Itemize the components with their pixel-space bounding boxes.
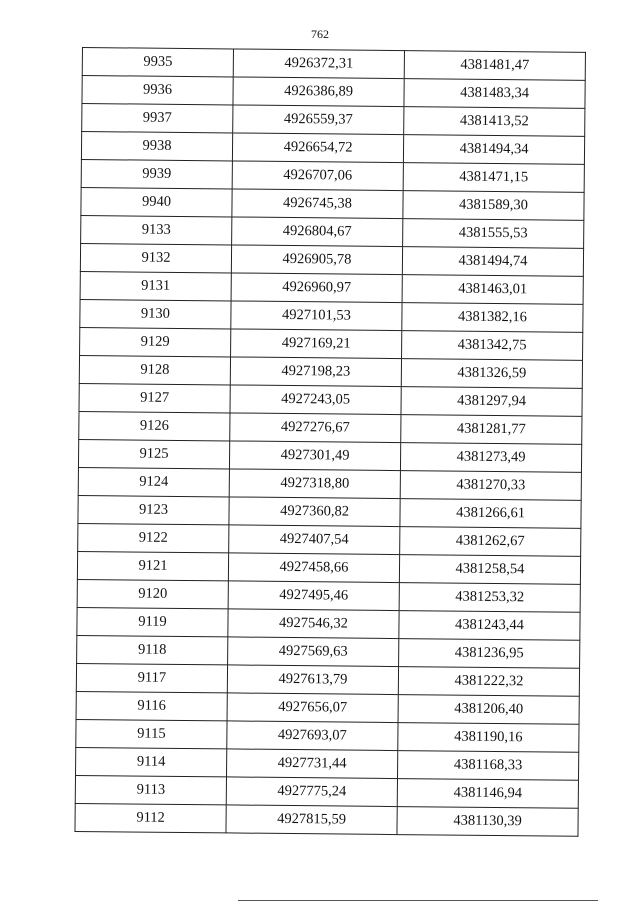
y-coordinate-cell: 4381236,95 (399, 639, 580, 669)
x-coordinate-cell: 4927613,79 (227, 665, 398, 695)
x-coordinate-cell: 4927101,53 (231, 301, 402, 331)
x-coordinate-cell: 4926804,67 (232, 217, 403, 247)
x-coordinate-cell: 4927360,82 (229, 497, 400, 527)
point-number-cell: 9936 (82, 76, 233, 105)
point-number-cell: 9113 (75, 775, 226, 804)
point-number-cell: 9123 (78, 495, 229, 524)
x-coordinate-cell: 4927815,59 (226, 805, 397, 835)
y-coordinate-cell: 4381130,39 (397, 807, 578, 837)
point-number-cell: 9131 (80, 271, 231, 300)
y-coordinate-cell: 4381243,44 (399, 611, 580, 641)
x-coordinate-cell: 4927569,63 (228, 637, 399, 667)
x-coordinate-cell: 4927656,07 (227, 693, 398, 723)
point-number-cell: 9120 (77, 579, 228, 608)
y-coordinate-cell: 4381281,77 (401, 415, 582, 445)
x-coordinate-cell: 4926707,06 (232, 161, 403, 191)
point-number-cell: 9114 (76, 747, 227, 776)
y-coordinate-cell: 4381222,32 (398, 667, 579, 697)
y-coordinate-cell: 4381589,30 (403, 191, 584, 221)
point-number-cell: 9128 (79, 355, 230, 384)
point-number-cell: 9935 (82, 48, 233, 77)
x-coordinate-cell: 4927775,24 (226, 777, 397, 807)
x-coordinate-cell: 4926372,31 (233, 49, 404, 79)
y-coordinate-cell: 4381342,75 (402, 331, 583, 361)
y-coordinate-cell: 4381326,59 (401, 359, 582, 389)
point-number-cell: 9122 (78, 523, 229, 552)
y-coordinate-cell: 4381266,61 (400, 499, 581, 529)
y-coordinate-cell: 4381382,16 (402, 303, 583, 333)
x-coordinate-cell: 4926386,89 (233, 77, 404, 107)
y-coordinate-cell: 4381146,94 (397, 779, 578, 809)
x-coordinate-cell: 4927301,49 (229, 441, 400, 471)
bottom-rule (238, 900, 598, 901)
x-coordinate-cell: 4927546,32 (228, 609, 399, 639)
point-number-cell: 9117 (76, 663, 227, 692)
y-coordinate-cell: 4381253,32 (399, 583, 580, 613)
point-number-cell: 9937 (82, 104, 233, 133)
y-coordinate-cell: 4381494,74 (402, 247, 583, 277)
x-coordinate-cell: 4927693,07 (227, 721, 398, 751)
point-number-cell: 9119 (77, 607, 228, 636)
y-coordinate-cell: 4381481,47 (404, 51, 585, 81)
table-row (75, 803, 578, 836)
x-coordinate-cell: 4927407,54 (229, 525, 400, 555)
x-coordinate-cell: 4927198,23 (230, 357, 401, 387)
x-coordinate-cell: 4927318,80 (229, 469, 400, 499)
y-coordinate-cell: 4381190,16 (398, 723, 579, 753)
point-number-cell: 9125 (78, 439, 229, 468)
y-coordinate-cell: 4381463,01 (402, 275, 583, 305)
x-coordinate-cell: 4926559,37 (233, 105, 404, 135)
x-coordinate-cell: 4926654,72 (232, 133, 403, 163)
y-coordinate-cell: 4381555,53 (403, 219, 584, 249)
y-coordinate-cell: 4381297,94 (401, 387, 582, 417)
point-number-cell: 9940 (81, 187, 232, 216)
x-coordinate-cell: 4927731,44 (227, 749, 398, 779)
x-coordinate-cell: 4926960,97 (231, 273, 402, 303)
y-coordinate-cell: 4381258,54 (399, 555, 580, 585)
point-number-cell: 9121 (77, 551, 228, 580)
point-number-cell: 9126 (79, 411, 230, 440)
y-coordinate-cell: 4381483,34 (404, 79, 585, 109)
y-coordinate-cell: 4381262,67 (400, 527, 581, 557)
point-number-cell: 9130 (80, 299, 231, 328)
point-number-cell: 9132 (80, 243, 231, 272)
y-coordinate-cell: 4381206,40 (398, 695, 579, 725)
point-number-cell: 9938 (81, 132, 232, 161)
point-number-cell: 9116 (76, 691, 227, 720)
coordinates-table (74, 47, 586, 837)
coordinates-table-body (75, 48, 586, 837)
x-coordinate-cell: 4927276,67 (230, 413, 401, 443)
x-coordinate-cell: 4927495,46 (228, 581, 399, 611)
y-coordinate-cell: 4381413,52 (404, 107, 585, 137)
point-number-cell: 9133 (81, 215, 232, 244)
x-coordinate-cell: 4927169,21 (231, 329, 402, 359)
y-coordinate-cell: 4381270,33 (400, 471, 581, 501)
x-coordinate-cell: 4926745,38 (232, 189, 403, 219)
point-number-cell: 9939 (81, 159, 232, 188)
point-number-cell: 9112 (75, 803, 226, 832)
page-number: 762 (311, 27, 329, 41)
point-number-cell: 9124 (78, 467, 229, 496)
point-number-cell: 9127 (79, 383, 230, 412)
x-coordinate-cell: 4927243,05 (230, 385, 401, 415)
y-coordinate-cell: 4381273,49 (400, 443, 581, 473)
point-number-cell: 9118 (77, 635, 228, 664)
x-coordinate-cell: 4926905,78 (231, 245, 402, 275)
point-number-cell: 9129 (80, 327, 231, 356)
point-number-cell: 9115 (76, 719, 227, 748)
y-coordinate-cell: 4381494,34 (403, 135, 584, 165)
y-coordinate-cell: 4381168,33 (397, 751, 578, 781)
x-coordinate-cell: 4927458,66 (228, 553, 399, 583)
coordinates-table-wrapper (74, 47, 586, 837)
y-coordinate-cell: 4381471,15 (403, 163, 584, 193)
